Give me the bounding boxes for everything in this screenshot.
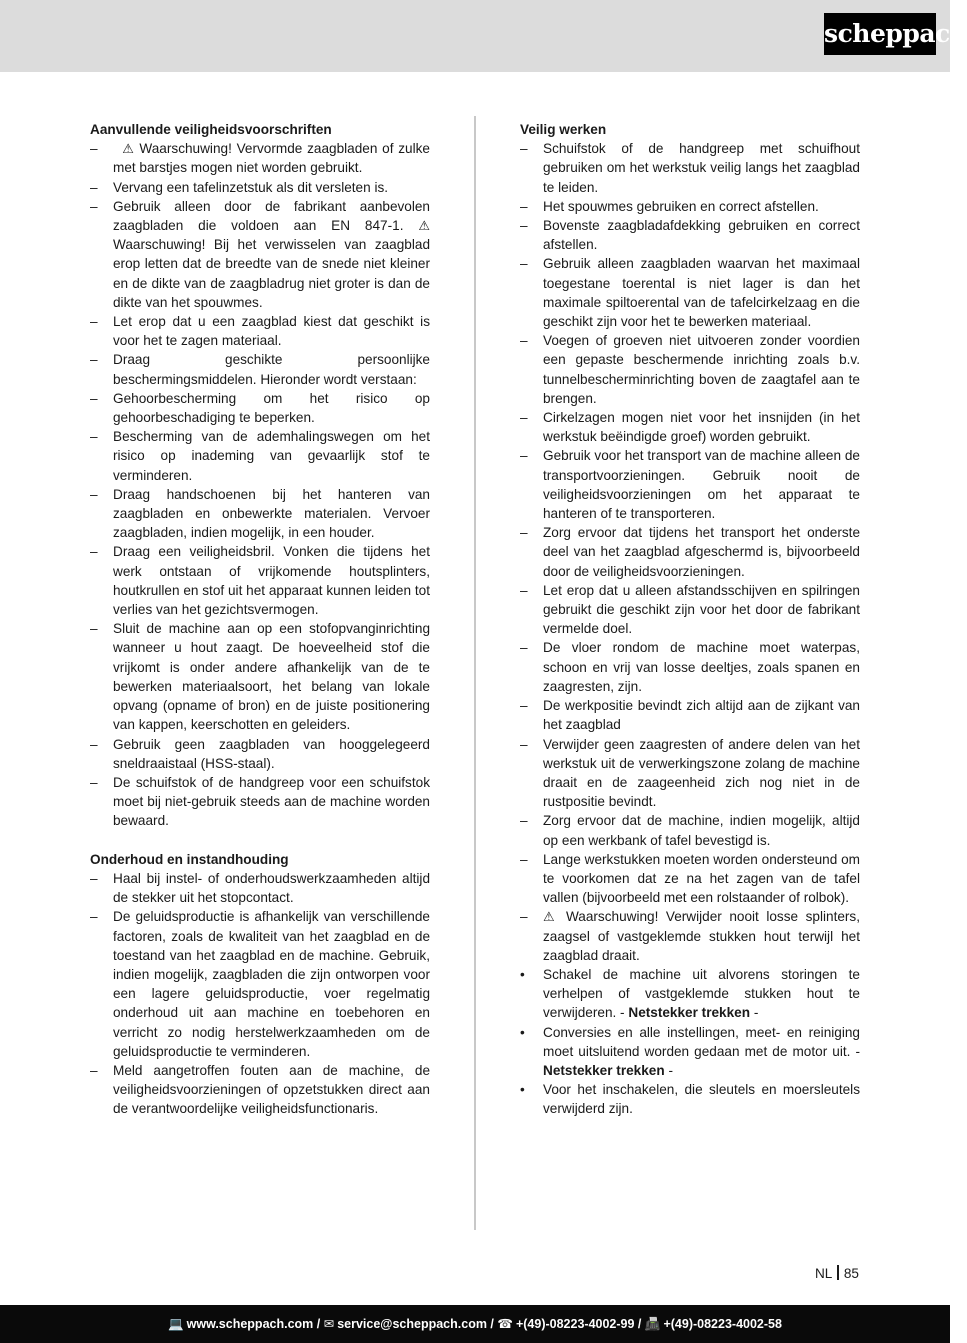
- list-item: – Gebruik alleen zaagbladen waarvan het maximaal toegestane toerental is niet lager is dan het maximale spiltoerental van de tafelcirkelzaag en die geschikt zijn voor het te bewerken materiaal.: [520, 254, 860, 331]
- maintenance-list: [90, 869, 430, 1119]
- list-item: – Gebruik voor het transport van de machine alleen de transportvoorzieningen. Gebruik nooit de veiligheidsvoorzieningen om het apparaat te hanteren of te transporteren.: [520, 446, 860, 523]
- section-heading-additional-safety: Aanvullende veiligheidsvoorschriften: [90, 122, 332, 137]
- list-item: – Sluit de machine aan op een stofopvanginrichting wanneer u hout zaagt. De hoeveelheid stof die vrijkomt is onder andere afhankelijk van de te bewerken materiaalsoort, het belang van lokale opvang (opname of bron) en de juiste positionering van kappen, keerschotten en geleiders.: [90, 619, 430, 734]
- page-number: [815, 1265, 859, 1281]
- list-item: • Schakel de machine uit alvorens storingen te verhelpen of vastgeklemde stukken hout te verwijderen. - Netstekker trekken -: [520, 965, 860, 1023]
- list-item: – Meld aangetroffen fouten aan de machine, de veiligheidsvoorzieningen of opzetstukken direct aan de verantwoordelijke veiligheidsfunctionaris.: [90, 1061, 430, 1119]
- list-item: – Draag handschoenen bij het hanteren van zaagbladen en onbewerkte materialen. Vervoer zaagbladen, indien mogelijk, in een houder.: [90, 485, 430, 543]
- list-item: – De vloer rondom de machine moet waterpas, schoon en vrij van losse deeltjes, zoals spanen en zaagresten, zijn.: [520, 638, 860, 696]
- list-item: • Voor het inschakelen, die sleutels en moersleutels verwijderd zijn.: [520, 1080, 860, 1118]
- list-item: – Let erop dat u alleen afstandsschijven en spilringen gebruikt die geschikt zijn voor het door de fabrikant vermelde doel.: [520, 581, 860, 639]
- mail-icon: ✉: [323, 1317, 335, 1331]
- list-item: – De geluidsproductie is afhankelijk van verschillende factoren, zoals de kwaliteit van het zaagblad en de toestand van het zaagblad en de machine. Gebruik, indien mogelijk, zaagbladen die zijn ontworpen voor een lagere geluidsproductie, voer regelmatig onderhoud uit aan machine en toebehoren en verricht zo nodig herstelwerkzaamheden om de geluidsproductie te verminderen.: [90, 907, 430, 1061]
- list-item: – Verwijder geen zaagresten of andere delen van het werkstuk uit de verwerkingszone zolang de machine draait en de zaageenheid zich nog niet in de rustpositie bevindt.: [520, 735, 860, 812]
- footer-phone: +(49)-08223-4002-99: [515, 1317, 635, 1331]
- list-item: – Voegen of groeven niet uitvoeren zonder voordien een gepaste beschermende inrichting zoals b.v. tunnelbescherminrichting boven de zaagtafel aan te brengen.: [520, 331, 860, 408]
- list-item: – Zorg ervoor dat de machine, indien mogelijk, altijd op een werkbank of tafel bevestigd is.: [520, 811, 860, 849]
- left-column: [90, 120, 430, 1119]
- list-item: – Schuifstok of de handgreep met schuifhout gebruiken om het werkstuk veilig langs het zaagblad te leiden.: [520, 139, 860, 197]
- safe-work-list: [520, 139, 860, 1118]
- list-item: – Vervang een tafelinzetstuk als dit versleten is.: [90, 178, 430, 197]
- list-item: – De schuifstok of de handgreep voor een schuifstok moet bij niet-gebruik steeds aan de machine worden bewaard.: [90, 773, 430, 831]
- warning-icon: ⚠: [418, 218, 430, 234]
- warning-icon: ⚠: [543, 909, 559, 925]
- additional-safety-list: [90, 139, 430, 830]
- list-item: – Gebruik geen zaagbladen van hooggelegeerd sneldraaistaal (HSS-staal).: [90, 735, 430, 773]
- list-item: – Bovenste zaagbladafdekking gebruiken en correct afstellen.: [520, 216, 860, 254]
- header-bar: [0, 0, 967, 72]
- footer-bar: 💻 www.scheppach.com / ✉ service@scheppach.com / ☎ +(49)-08223-4002-99 / 📠 +(49)-08223-4002-58: [0, 1305, 950, 1343]
- list-item: • Conversies en alle instellingen, meet- en reiniging moet uitsluitend worden gedaan met de motor uit. - Netstekker trekken -: [520, 1023, 860, 1081]
- list-item: – Draag geschikte persoonlijke beschermingsmiddelen. Hieronder wordt verstaan:: [90, 350, 430, 388]
- footer-email[interactable]: service@scheppach.com: [337, 1317, 487, 1331]
- list-item: – Bescherming van de ademhalingswegen om het risico op inademing van gevaarlijk stof te verminderen.: [90, 427, 430, 485]
- phone-icon: ☎: [497, 1317, 513, 1331]
- footer-fax: +(49)-08223-4002-58: [663, 1317, 782, 1331]
- warning-icon: ⚠: [113, 141, 140, 157]
- section-heading-safe-work: Veilig werken: [520, 122, 607, 137]
- column-divider: [474, 116, 476, 1230]
- page-number-value: 85: [843, 1266, 859, 1281]
- page-number-separator: [837, 1265, 839, 1280]
- computer-icon: 💻: [168, 1317, 184, 1331]
- list-item: – Zorg ervoor dat tijdens het transport het onderste deel van het zaagblad afgeschermd is, bijvoorbeeld door de veiligheidsvoorzieningen.: [520, 523, 860, 581]
- list-item: – Haal bij instel- of onderhoudswerkzaamheden altijd de stekker uit het stopcontact.: [90, 869, 430, 907]
- list-item: – Let erop dat u een zaagblad kiest dat geschikt is voor het te zagen materiaal.: [90, 312, 430, 350]
- list-item: – Gehoorbescherming om het risico op gehoorbeschadiging te beperken.: [90, 389, 430, 427]
- list-item: – ⚠ Waarschuwing! Vervormde zaagbladen of zulke met barstjes mogen niet worden gebruikt.: [90, 139, 430, 177]
- list-item: – Lange werkstukken moeten worden ondersteund om te voorkomen dat ze na het zagen van de tafel vallen (bijvoorbeeld met een rolstaander of rolbok).: [520, 850, 860, 908]
- language-code: NL: [814, 1266, 833, 1281]
- footer-website[interactable]: www.scheppach.com: [186, 1317, 314, 1331]
- list-item: – De werkpositie bevindt zich altijd aan de zijkant van het zaagblad: [520, 696, 860, 734]
- fax-icon: 📠: [644, 1317, 661, 1331]
- list-item: – ⚠ Waarschuwing! Verwijder nooit losse splinters, zaagsel of vastgeklemde stukken hout terwijl het zaagblad draait.: [520, 907, 860, 965]
- list-item: – Cirkelzagen mogen niet voor het insnijden (in het werkstuk beëindigde groef) worden gebruikt.: [520, 408, 860, 446]
- list-item: – Het spouwmes gebruiken en correct afstellen.: [520, 197, 860, 216]
- list-item: – Gebruik alleen door de fabrikant aanbevolen zaagbladen die voldoen aan EN 847-1. ⚠ Waarschuwing! Bij het verwisselen van zaagblad erop letten dat de breedte van de snede niet kleiner en de dikte van de zaagbladrug niet groter is dan de dikte van het spouwmes.: [90, 197, 430, 312]
- right-column: [520, 120, 860, 1119]
- list-item: – Draag een veiligheidsbril. Vonken die tijdens het werk ontstaan of vrijkomende houtsplinters, houtkrullen en stof uit het apparaat kunnen leiden tot verlies van het gezichtsvermogen.: [90, 542, 430, 619]
- section-heading-maintenance: Onderhoud en instandhouding: [90, 851, 289, 867]
- scheppach-logo: scheppach: [824, 13, 936, 55]
